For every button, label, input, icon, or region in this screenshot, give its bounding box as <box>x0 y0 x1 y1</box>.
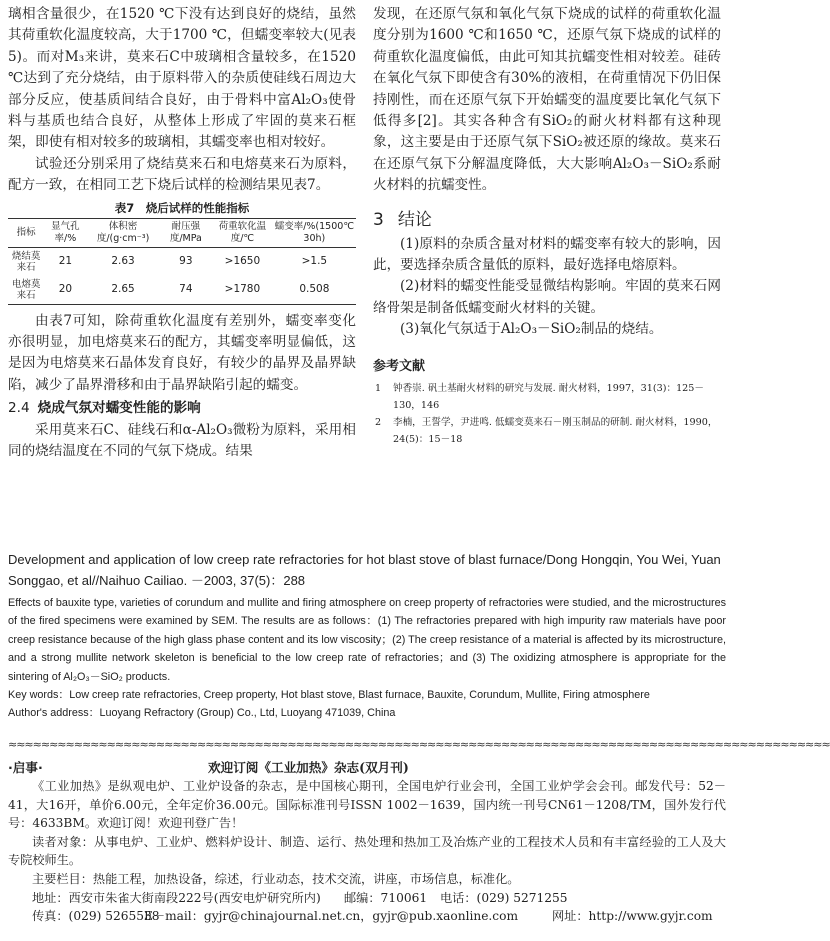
reference-number: 1 <box>375 382 382 394</box>
reference-text: 李楠，王誓学，尹进鸣. 低蠕变莫来石－刚玉制品的研制. 耐火材料，1990，24(5)：15－18 <box>393 416 718 445</box>
table-title: 表7 烧后试样的性能指标 <box>114 200 250 215</box>
notice-title: 欢迎订阅《工业加热》杂志(双月刊) <box>208 760 409 775</box>
section-title: 结论 <box>397 209 432 230</box>
table-row <box>8 247 356 276</box>
wavy-divider: ≈≈≈≈≈≈≈≈≈≈≈≈≈≈≈≈≈≈≈≈≈≈≈≈≈≈≈≈≈≈≈≈≈≈≈≈≈≈≈≈≈≈≈≈≈≈≈≈≈≈≈≈≈≈≈≈≈≈≈≈≈≈≈≈≈≈≈≈≈≈≈≈≈≈≈≈≈≈≈≈≈≈≈≈≈≈≈≈≈≈≈≈≈≈≈≈≈≈≈≈ <box>8 738 830 751</box>
paragraph: 试验还分别采用了烧结莫来石和电熔莫来石为原料，配方一致，在相同工艺下烧后试样的检测结果见表7。 <box>8 155 356 194</box>
section-heading <box>8 398 356 419</box>
english-abstract <box>8 549 726 723</box>
notice-paragraph: 《工业加热》是纵观电炉、工业炉设备的杂志，是中国核心期刊，全国电炉行业会刊，全国工业炉学会会刊。邮发代号：52－41，大16开，单价6.00元，全年定价36.00元。国际标准刊号ISSN 1002－1639，国内统一刊号CN61－1208/TM，国外发行代号：4633BM。欢迎订阅！欢迎刊登广告！ <box>8 779 726 831</box>
references-title: 参考文献 <box>373 358 426 374</box>
abstract-title: Development and application of low creep rate refractories for hot blast stove of blast furnace/Dong Hongqin, You Wei, Yuan Songgao, et al//Naihuo Cailiao. －2003, 37(5)：288 <box>8 552 721 588</box>
notice-fax: 传真：(029) 5265538 <box>32 909 160 924</box>
notice-paragraph: 读者对象：从事电炉、工业炉、燃料炉设计、制造、运行、热处理和热加工及冶炼产业的工程技术人员和有丰富经验的工人及大专院校师生。 <box>8 834 726 868</box>
paragraph: 采用莫来石C、硅线石和α-Al₂O₃微粉为原料，采用相同的烧结温度在不同的气氛下烧成。结果 <box>8 421 356 460</box>
table-header-cell: 体积密度/(g·cm⁻³) <box>87 218 160 247</box>
left-column <box>8 4 356 463</box>
table-cell: 20 <box>44 276 86 305</box>
notice-paragraph: 主要栏目：热能工程，加热设备，综述，行业动态，技术交流，讲座，市场信息，标准化。 <box>32 871 520 886</box>
table-cell: 21 <box>58 255 73 268</box>
notice-email[interactable]: E－mail：gyjr@chinajournal.net.cn，gyjr@pub.xaonline.com <box>144 909 519 924</box>
table-cell: 烧结莫来石 <box>11 250 41 273</box>
table-cell: 2.65 <box>87 276 160 305</box>
conclusion-item: (1)原料的杂质含量对材料的蠕变率有较大的影响，因此，要选择杂质含量低的原料，最好选择电熔原料。 <box>373 235 721 274</box>
section-heading <box>373 205 721 230</box>
paragraph: 由表7可知，除荷重软化温度有差别外，蠕变率变化亦很明显，加电熔莫来石的配方，其蠕变率明显偏低，这是因为电熔莫来石晶体发育良好，有较少的晶界及晶界缺陷，减少了晶界滑移和由于晶界缺陷引起的蠕变。 <box>8 312 356 393</box>
reference-item <box>373 414 721 448</box>
notice-website[interactable]: 网址：http://www.gyjr.com <box>552 909 713 924</box>
table-cell: 0.508 <box>273 276 356 305</box>
abstract-body: Effects of bauxite type, varieties of corundum and mullite and firing atmosphere on creep property of refractories were studied, and the microstructures of the fired specimens were examined by SEM. The results are as follows：(1) The refractories prepared with high impurity raw materials have poor creep resistance because of the high glass phase content and its low viscosity；(2) The creep resistance of a material is affected by its microstructure, and a strong mullite network skeleton is beneficial to the low creep rate of refractories；and (3) The oxidizing atmosphere is appropriate for the sintering of Al₂O₃－SiO₂ products. <box>8 597 726 683</box>
table-header-cell: 指标 <box>8 218 44 247</box>
table-header-cell: 耐压强度/MPa <box>160 218 213 247</box>
conclusion-item: (3)氧化气氛适于Al₂O₃－SiO₂制品的烧结。 <box>400 321 663 338</box>
notice-phone: 电话：(029) 5271255 <box>440 890 568 905</box>
table-cell: 电熔莫来石 <box>8 276 44 305</box>
reference-item <box>373 380 721 414</box>
table-row <box>8 276 356 305</box>
contact-line <box>8 889 726 908</box>
table-cell: 74 <box>160 276 213 305</box>
section-number: 3 <box>373 209 384 230</box>
contact-line <box>8 907 726 926</box>
table-cell: >1780 <box>212 276 273 305</box>
table-header-row <box>8 218 356 247</box>
table-cell: >1650 <box>224 255 261 268</box>
notice-address: 地址：西安市朱雀大街南段222号(西安电炉研究所内) <box>32 890 321 905</box>
notice-tag: ·启事· <box>8 760 43 775</box>
table-header-cell: 蠕变率/%(1500℃ 30h) <box>273 218 356 247</box>
reference-number: 2 <box>375 416 382 428</box>
abstract-keywords: Key words：Low creep rate refractories, Creep property, Hot blast stove, Blast furnace, Bauxite, Corundum, Mullite, Firing atmosphere <box>8 689 650 702</box>
notice-header <box>8 759 726 777</box>
section-number: 2.4 <box>8 400 30 417</box>
properties-table <box>8 218 356 305</box>
author-address: Author's address：Luoyang Refractory (Group) Co., Ltd, Luoyang 471039, China <box>8 707 396 720</box>
paragraph: 发现，在还原气氛和氧化气氛下烧成的试样的荷重软化温度分别为1600 ℃和1650 ℃，还原气氛下烧成的试样的荷重软化温度偏低，由此可知其抗蠕变性相对较差。硅砖在氧化气氛下即使含有30%的液相，在荷重情况下仍旧保持刚性，而在还原气氛下开始蠕变的温度要比氧化气氛下低得多[2]。其实各种含有SiO₂的耐火材料都有这种现象，这主要是由于还原气氛下SiO₂被还原的缘故。莫来石在还原气氛下分解温度降低，大大影响Al₂O₃－SiO₂系耐火材料的抗蠕变性。 <box>373 6 721 194</box>
table-header-cell: 显气孔率/% <box>44 218 86 247</box>
conclusion-item: (2)材料的蠕变性能受显微结构影响。牢固的莫来石网络骨架是制备低蠕变耐火材料的关键。 <box>373 278 721 316</box>
table-header-cell: 荷重软化温度/℃ <box>212 218 273 247</box>
right-column <box>373 4 721 448</box>
table-cell: 2.63 <box>111 255 135 268</box>
reference-text: 钟香崇. 矾土基耐火材料的研究与发展. 耐火材料，1997，31(3)：125－130，146 <box>393 382 704 411</box>
table-cell: 93 <box>179 255 193 268</box>
notice-postcode: 邮编：710061 <box>344 890 428 905</box>
section-title: 烧成气氛对蠕变性能的影响 <box>37 400 201 417</box>
table-cell: >1.5 <box>301 255 328 268</box>
subscription-notice <box>8 759 726 926</box>
paragraph: 璃相含量很少，在1520 ℃下没有达到良好的烧结，虽然其荷重软化温度较高，大于1700 ℃，但蠕变率较大(见表5)。而对M₃来讲，莫来石C中玻璃相含量较多，在1520 ℃达到了充分烧结，由于原料带入的杂质使硅线石周边大部分反应，使基质间结合良好，由于骨料中富Al₂O₃使骨料与基质也结合良好，从整体上形成了牢固的莫来石框架，即使有相对较多的玻璃相，其蠕变率也相对较好。 <box>8 6 356 151</box>
